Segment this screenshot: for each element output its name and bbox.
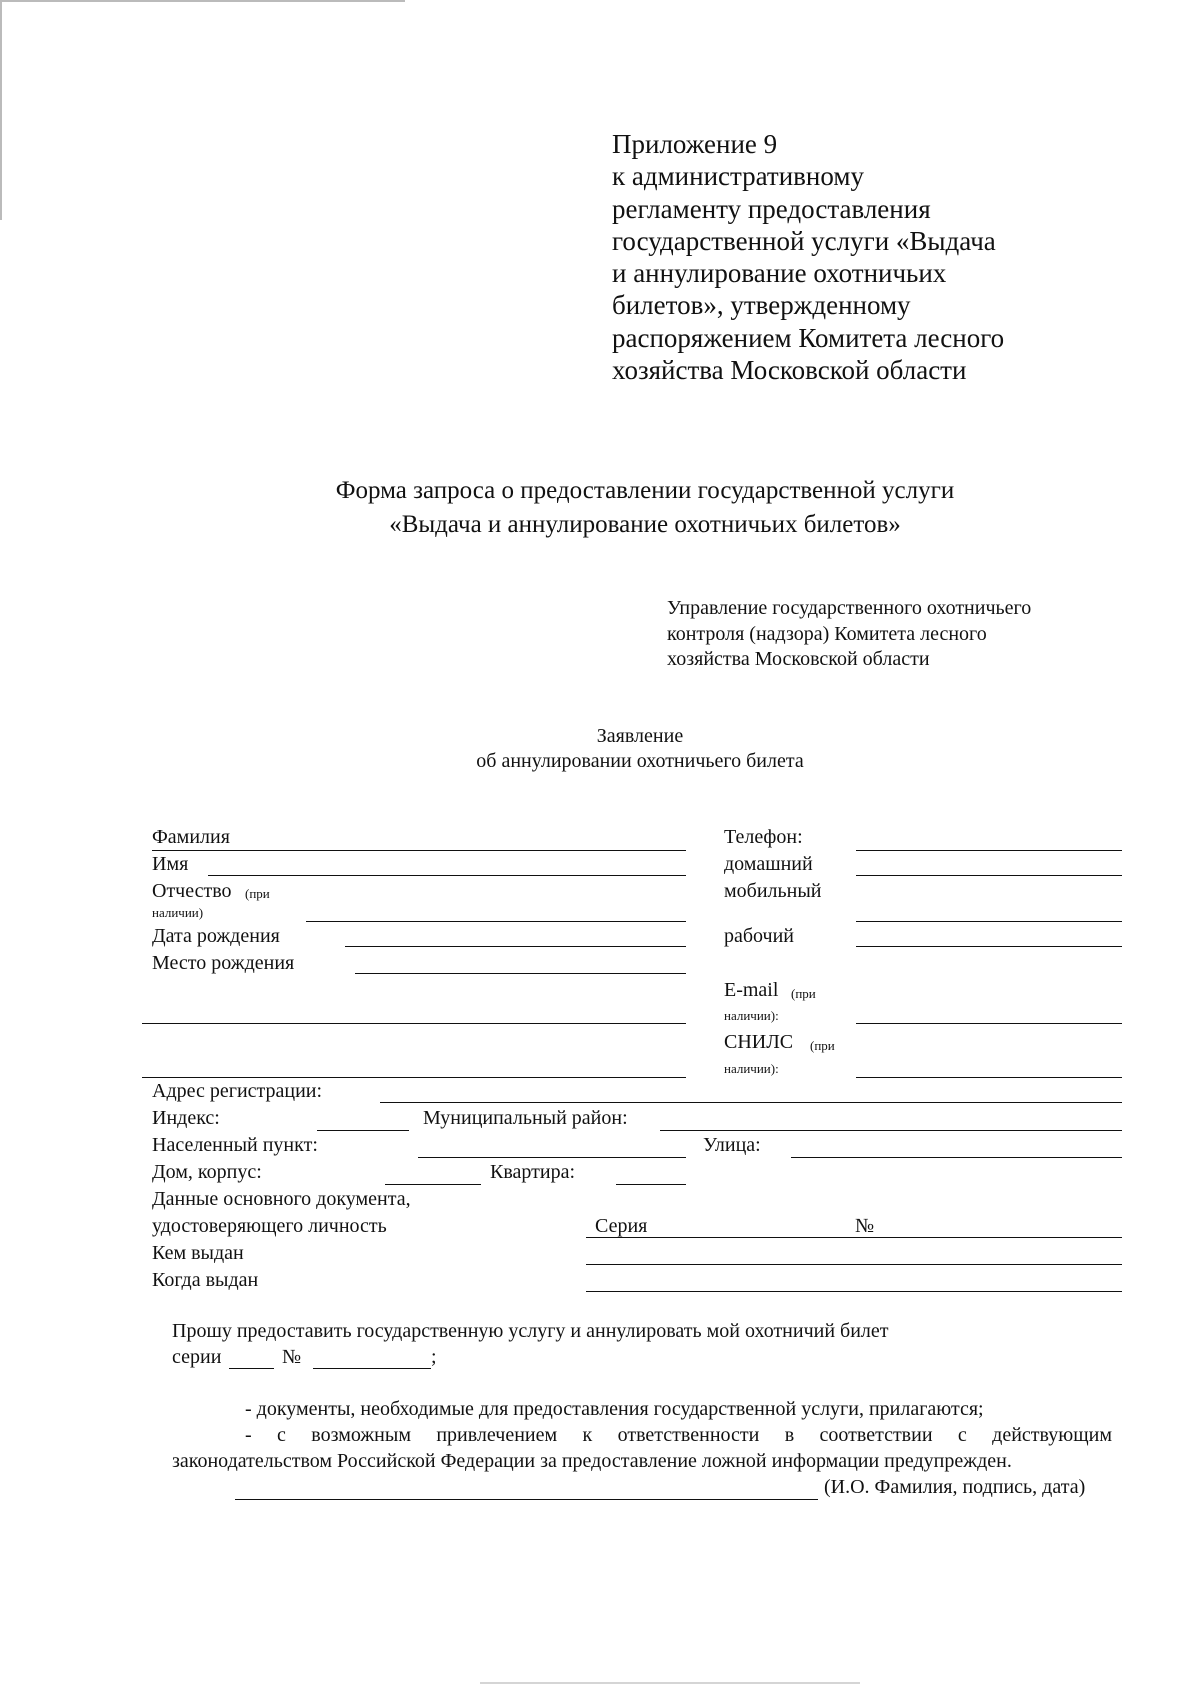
house-label: Дом, корпус:: [152, 1161, 262, 1183]
statement-subtitle: об аннулировании охотничьего билета: [476, 750, 804, 772]
birth-date-field[interactable]: [345, 946, 686, 947]
phone-mobile-label: мобильный: [724, 880, 822, 902]
appendix-line: регламенту предоставления: [612, 193, 931, 224]
request-semicolon: ;: [431, 1346, 437, 1368]
name-label: Имя: [152, 853, 189, 875]
issued-when-label: Когда выдан: [152, 1269, 259, 1291]
issued-by-label: Кем выдан: [152, 1242, 244, 1264]
district-label: Муниципальный район:: [423, 1107, 628, 1129]
settlement-label: Населенный пункт:: [152, 1134, 318, 1156]
phone-mobile-field[interactable]: [856, 921, 1122, 922]
appendix-line: к административному: [612, 161, 864, 192]
form-title-line1: Форма запроса о предоставлении государственной услуги: [335, 477, 955, 504]
birth-date-label: Дата рождения: [152, 925, 280, 947]
id-doc-label-line2: удостоверяющего личность: [152, 1215, 387, 1237]
snils-field[interactable]: [856, 1077, 1122, 1078]
id-doc-label-line1: Данные основного документа,: [152, 1188, 411, 1210]
email-label: E-mail: [724, 979, 779, 1001]
email-field[interactable]: [856, 1023, 1122, 1024]
street-field[interactable]: [791, 1157, 1122, 1158]
phone-work-field[interactable]: [856, 946, 1122, 947]
signature-caption: (И.О. Фамилия, подпись, дата): [824, 1476, 1086, 1498]
phone-label: Телефон:: [724, 826, 803, 848]
id-doc-field[interactable]: [586, 1237, 1122, 1238]
scan-edge-left: [0, 0, 2, 220]
patronymic-note: (при: [245, 886, 270, 901]
appendix-line: билетов», утвержденному: [612, 290, 911, 321]
ticket-series-field[interactable]: [229, 1368, 274, 1369]
apartment-label: Квартира:: [490, 1161, 576, 1183]
ticket-number-field[interactable]: [313, 1368, 431, 1369]
signature-field[interactable]: [235, 1499, 818, 1500]
email-note-2: наличии):: [724, 1008, 779, 1023]
recipient-line: контроля (надзора) Комитета лесного: [667, 622, 987, 645]
reg-address-label: Адрес регистрации:: [152, 1080, 323, 1102]
recipient-line: Управление государственного охотничьего: [667, 597, 1032, 619]
snils-label: СНИЛС: [724, 1031, 794, 1053]
form-title-line2: «Выдача и аннулирование охотничьих билетов»: [389, 511, 901, 538]
snils-note-2: наличии):: [724, 1061, 779, 1076]
scan-edge-top: [0, 0, 405, 2]
scan-edge-bottom: [480, 1682, 860, 1684]
name-field[interactable]: [208, 875, 686, 876]
recipient-block: [667, 596, 1031, 673]
surname-label: Фамилия: [152, 826, 230, 848]
phone-home-label: домашний: [724, 853, 813, 875]
number-sign-label: №: [855, 1215, 875, 1237]
birth-place-label: Место рождения: [152, 952, 295, 974]
series-label: Серия: [595, 1215, 648, 1237]
street-label: Улица:: [703, 1134, 761, 1156]
patronymic-field[interactable]: [306, 921, 686, 922]
patronymic-label: Отчество: [152, 880, 232, 902]
request-text: Прошу предоставить государственную услугу и аннулировать мой охотничий билет: [172, 1320, 889, 1342]
request-series-label: серии: [172, 1346, 222, 1368]
issued-when-field[interactable]: [586, 1291, 1122, 1292]
docs-attached-text: - документы, необходимые для предоставления государственной услуги, прилагаются;: [245, 1398, 984, 1420]
appendix-line: государственной услуги «Выдача: [612, 225, 996, 256]
liability-text-line2: законодательством Российской Федерации за предоставление ложной информации предупрежден.: [172, 1450, 1012, 1472]
email-note: (при: [791, 986, 816, 1001]
district-field[interactable]: [660, 1130, 1122, 1131]
issued-by-field[interactable]: [586, 1264, 1122, 1265]
snils-note: (при: [810, 1038, 835, 1053]
appendix-line: и аннулирование охотничьих: [612, 258, 947, 289]
appendix-line: хозяйства Московской области: [612, 355, 967, 386]
statement-title: Заявление: [596, 725, 684, 747]
phone-work-label: рабочий: [724, 925, 794, 947]
birth-place-field[interactable]: [355, 973, 686, 974]
birth-place-field-3[interactable]: [142, 1077, 686, 1078]
settlement-field[interactable]: [418, 1157, 686, 1158]
house-field[interactable]: [385, 1184, 481, 1185]
reg-address-field[interactable]: [380, 1102, 1122, 1103]
liability-text-line1: - с возможным привлечением к ответственности в соответствии с действующим: [245, 1424, 1112, 1446]
appendix-line: Приложение 9: [612, 129, 778, 159]
recipient-line: хозяйства Московской области: [667, 648, 930, 670]
index-label: Индекс:: [152, 1107, 220, 1129]
birth-place-field-2[interactable]: [142, 1023, 686, 1024]
request-number-sign: №: [282, 1346, 302, 1368]
appendix-header: [612, 128, 1004, 386]
appendix-line: распоряжением Комитета лесного: [612, 322, 1005, 353]
apartment-field[interactable]: [616, 1184, 686, 1185]
phone-home-field[interactable]: [856, 875, 1122, 876]
patronymic-note-2: наличии): [152, 905, 204, 920]
surname-field[interactable]: [152, 850, 686, 851]
phone-field[interactable]: [856, 850, 1122, 851]
index-field[interactable]: [317, 1130, 409, 1131]
